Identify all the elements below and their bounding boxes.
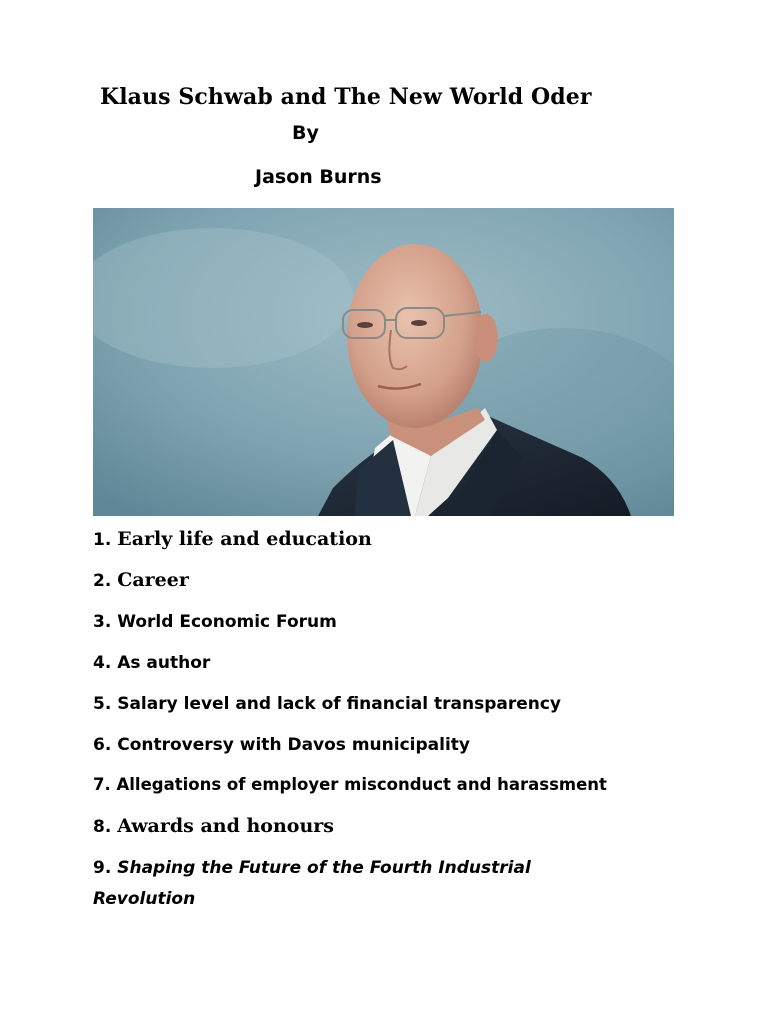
toc-text: Early life and education bbox=[117, 528, 372, 550]
toc-item bbox=[93, 775, 607, 794]
toc-item bbox=[93, 612, 337, 632]
toc-text: As author bbox=[117, 653, 211, 673]
toc-number: 1. bbox=[93, 530, 112, 550]
toc-number: 5. bbox=[93, 694, 112, 714]
toc-number: 8. bbox=[93, 817, 112, 837]
toc-number: 9. bbox=[93, 858, 112, 878]
toc-item bbox=[93, 853, 613, 915]
toc-text: Awards and honours bbox=[117, 815, 334, 837]
author-name: Jason Burns bbox=[255, 166, 382, 188]
toc-text: Salary level and lack of financial transparency bbox=[117, 694, 562, 714]
toc-item bbox=[93, 735, 470, 755]
by-label: By bbox=[292, 122, 319, 144]
toc-number: 4. bbox=[93, 653, 112, 673]
toc-item bbox=[93, 694, 561, 714]
toc-item bbox=[93, 528, 372, 550]
document-title: Klaus Schwab and The New World Oder bbox=[100, 84, 592, 110]
toc-text: Controversy with Davos municipality bbox=[117, 735, 470, 755]
toc-item bbox=[93, 653, 210, 673]
toc-text: Shaping the Future of the Fourth Industrial Revolution bbox=[93, 858, 531, 909]
portrait-photo bbox=[93, 208, 674, 516]
toc-number: 6. bbox=[93, 735, 112, 755]
toc-number: 2. bbox=[93, 571, 112, 591]
toc-item bbox=[93, 815, 334, 837]
toc-item bbox=[93, 569, 189, 591]
toc-number: 3. bbox=[93, 612, 112, 632]
toc-number: 7. bbox=[93, 775, 111, 794]
toc-text: Career bbox=[117, 569, 189, 591]
toc-text: Allegations of employer misconduct and harassment bbox=[116, 775, 607, 794]
toc-text: World Economic Forum bbox=[117, 612, 337, 632]
